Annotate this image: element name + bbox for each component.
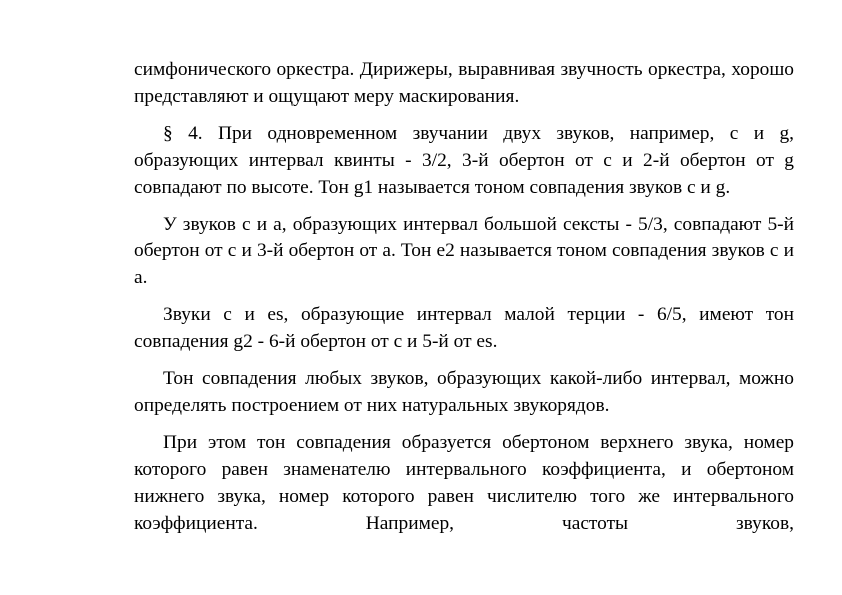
paragraph-coincidence-tone: Тон совпадения любых звуков, образующих какой-либо интервал, можно определять построением от них натуральных звукорядов. (134, 368, 794, 416)
paragraph-minor-third: Звуки с и es, образующие интервал малой терции - 6/5, имеют тон совпадения g2 - 6-й обертон от с и 5-й от es. (134, 304, 794, 353)
paragraph-continuation: симфонического оркестра. Дирижеры, выравнивая звучность оркестра, хорошо представляют и ощущают меру маскирования. (134, 59, 794, 107)
document-body (134, 57, 794, 548)
paragraph-section-4: § 4. При одновременном звучании двух звуков, например, с и g, образующих интервал квинты - 3/2, 3-й обертон от с и 2-й обертон от g совпадают по высоте. Тон g1 называется тоном совпадения звуков с и g. (134, 122, 794, 198)
paragraph-major-sixth: У звуков с и а, образующих интервал большой сексты - 5/3, совпадают 5-й обертон от с и 3-й обертон от а. Тон е2 называется тоном совпадения звуков с и а. (134, 213, 794, 289)
paragraph-overtone-rule: При этом тон совпадения образуется обертоном верхнего звука, номер которого равен знаменателю интервального коэффициента, и обертоном нижнего звука, номер которого равен числителю того же интервального коэффициента. Например, частоты звуков, (134, 431, 794, 534)
